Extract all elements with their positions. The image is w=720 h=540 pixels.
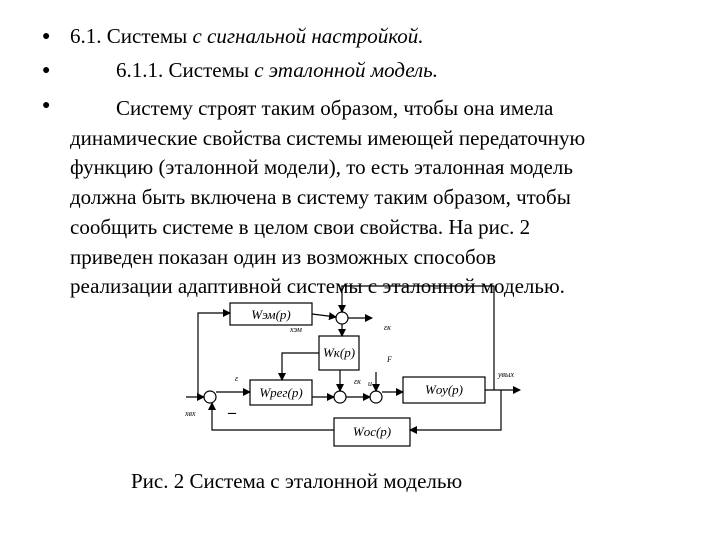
label-plant: Wоу(p) <box>425 382 463 397</box>
paragraph-line: сообщить системе в целом свои свойства. На рис. 2 <box>70 214 531 239</box>
bullet-dot: ● <box>42 29 51 44</box>
signal-e-k-2: εк <box>354 377 361 386</box>
signal-x-model: xэм <box>290 325 302 334</box>
signal-x-in: xвх <box>185 409 196 418</box>
paragraph-line: приведен показан один из возможных способов <box>70 244 497 269</box>
signal-F: F <box>387 355 392 364</box>
paragraph-line: динамические свойства системы имеющей передаточную <box>70 125 586 150</box>
signal-e: ε <box>235 374 239 383</box>
label-feedback: Wос(p) <box>352 424 392 439</box>
bullet-italic-text: с сигнальной настройкой. <box>192 24 424 48</box>
paragraph-line: функцию (эталонной модели), то есть эталонная модель <box>70 155 573 180</box>
sum-junction-control <box>334 391 346 403</box>
bullet-dot: ● <box>42 98 51 113</box>
figure-caption: Рис. 2 Система с эталонной моделью <box>131 469 463 493</box>
bullet-number: 6.1.1. <box>116 58 164 82</box>
bullet-plain-text: Системы <box>106 24 188 48</box>
signal-y-out: yвых <box>498 370 514 379</box>
sum-junction-input <box>204 391 216 403</box>
bullet-italic-text: с эталонной модель. <box>254 58 438 82</box>
bullet-plain-text: Системы <box>168 58 249 82</box>
paragraph-line: должна быть включена в систему таким образом, чтобы <box>70 185 571 210</box>
sum-junction-model <box>336 312 348 324</box>
sum-junction-disturbance <box>370 391 382 403</box>
label-model: Wэм(p) <box>251 307 291 322</box>
signal-u: u <box>368 379 372 388</box>
minus-sign: – <box>228 404 236 421</box>
label-adjust: Wк(p) <box>322 345 356 360</box>
paragraph-line: реализации адаптивной системы с эталонной моделью. <box>70 274 565 299</box>
paragraph-line: Систему строят таким образом, чтобы она имела <box>116 96 554 120</box>
bullet-dot: ● <box>42 63 51 78</box>
label-regulator: Wрег(p) <box>259 385 303 400</box>
bullet-number: 6.1. <box>70 24 102 48</box>
signal-e-k: εк <box>384 323 391 332</box>
